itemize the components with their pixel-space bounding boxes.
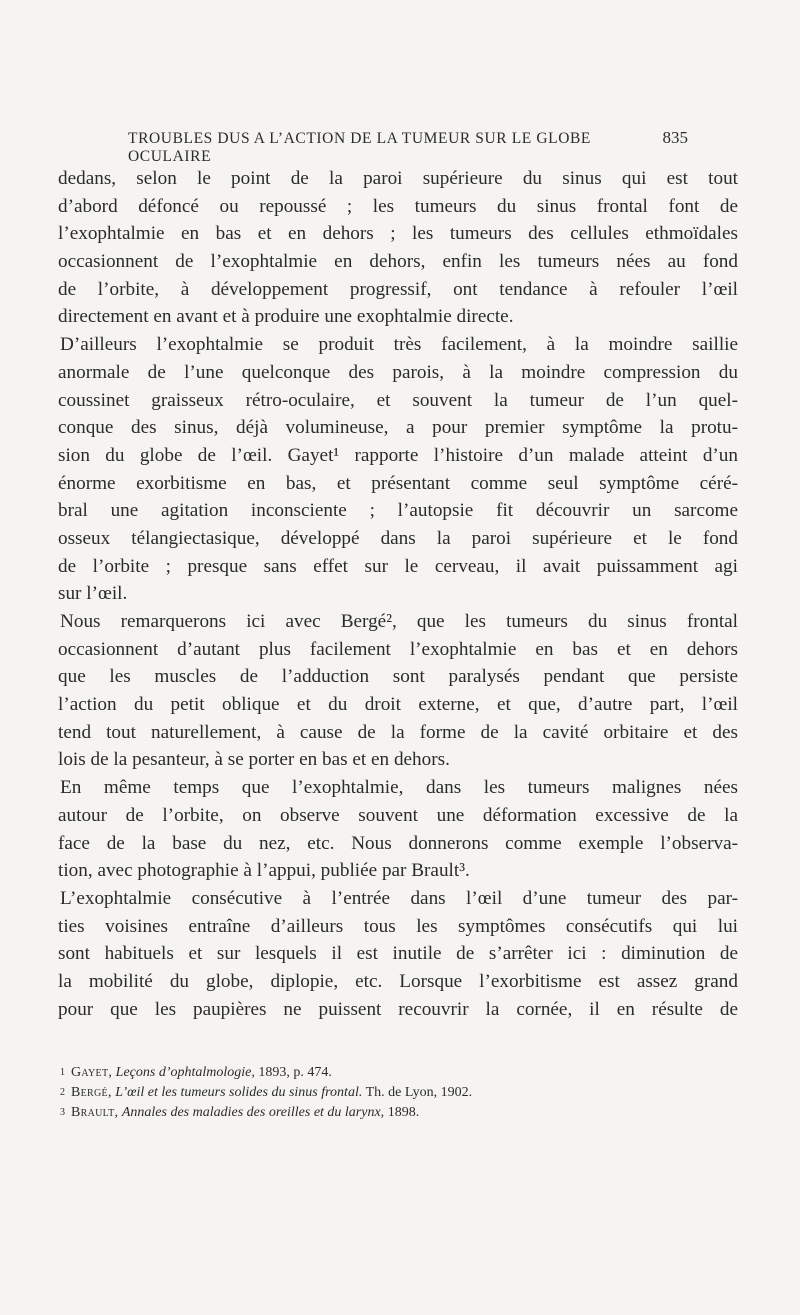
footnotes — [58, 1063, 738, 1123]
footnote-author: Brault, — [71, 1105, 119, 1120]
text-line: osseux télangiectasique, développé dans la paroi supérieure et le fond — [58, 527, 738, 549]
text-line: occasionnent d’autant plus facilement l’exophtalmie en bas et en dehors — [58, 638, 738, 660]
text-line: tend tout naturellement, à cause de la forme de la cavité orbitaire et des — [58, 721, 738, 743]
footnote-title: Annales des maladies des oreilles et du larynx, — [121, 1105, 385, 1120]
footnote-number: 1 — [60, 1067, 65, 1078]
text-line: l’action du petit oblique et du droit externe, et que, d’autre part, l’œil — [58, 694, 738, 716]
footnote-author: Bergé, — [71, 1085, 112, 1100]
footnote-author: Gayet, — [71, 1065, 113, 1080]
text-line: anormale de l’une quelconque des parois, à la moindre compression du — [58, 361, 738, 383]
footnote — [58, 1063, 738, 1083]
text-line: coussinet graisseux rétro-oculaire, et souvent la tumeur de l’un quel- — [58, 389, 738, 411]
text-line: ties voisines entraîne d’ailleurs tous les symptômes consécutifs qui lui — [58, 915, 738, 937]
text-line: sur l’œil. — [58, 583, 128, 605]
footnote — [58, 1103, 738, 1123]
text-line: de l’orbite, à développement progressif, ont tendance à refouler l’œil — [58, 278, 738, 300]
text-line: sont habituels et sur lesquels il est inutile de s’arrêter ici : diminution de — [58, 943, 738, 965]
text-line: occasionnent de l’exophtalmie en dehors, enfin les tumeurs nées au fond — [58, 251, 738, 273]
text-line: face de la base du nez, etc. Nous donnerons comme exemple l’observa- — [58, 832, 738, 854]
text-line: D’ailleurs l’exophtalmie se produit très facilement, à la moindre saillie — [60, 334, 738, 356]
footnote — [58, 1083, 738, 1103]
text-line: Nous remarquerons ici avec Bergé², que les tumeurs du sinus frontal — [60, 611, 738, 632]
text-line: conque des sinus, déjà volumineuse, a pour premier symptôme la protu- — [58, 417, 738, 439]
text-line: L’exophtalmie consécutive à l’entrée dans l’œil d’une tumeur des par- — [60, 887, 738, 909]
footnote-number: 2 — [60, 1087, 65, 1098]
footnote-details: Th. de Lyon, 1902. — [362, 1085, 473, 1100]
text-line: directement en avant et à produire une exophtalmie directe. — [58, 306, 514, 328]
text-line: la mobilité du globe, diplopie, etc. Lorsque l’exorbitisme est assez grand — [58, 970, 738, 992]
text-line: que les muscles de l’adduction sont paralysés pendant que persiste — [58, 666, 738, 688]
body-text — [58, 165, 738, 1023]
text-line: bral une agitation inconsciente ; l’autopsie fit découvrir un sarcome — [58, 500, 738, 522]
text-line: lois de la pesanteur, à se porter en bas et en dehors. — [58, 749, 450, 771]
page-number: 835 — [662, 128, 688, 147]
text-line: tion, avec photographie à l’appui, publiée par Brault³. — [58, 860, 470, 882]
text-line: pour que les paupières ne puissent recouvrir la cornée, il en résulte de — [58, 998, 738, 1020]
text-line: énorme exorbitisme en bas, et présentant comme seul symptôme céré- — [58, 472, 738, 494]
text-line: dedans, selon le point de la paroi supérieure du sinus qui est tout — [58, 168, 738, 189]
text-line: autour de l’orbite, on observe souvent une déformation excessive de la — [58, 804, 738, 826]
footnote-number: 3 — [60, 1107, 65, 1118]
footnote-details: 1893, p. 474. — [254, 1065, 332, 1080]
text-line: de l’orbite ; presque sans effet sur le cerveau, il avait puissamment agi — [58, 555, 738, 577]
text-line: sion du globe de l’œil. Gayet¹ rapporte l’histoire d’un malade atteint d’un — [58, 444, 738, 466]
text-line: En même temps que l’exophtalmie, dans les tumeurs malignes nées — [60, 777, 738, 799]
running-header — [128, 128, 688, 166]
text-line: d’abord défoncé ou repoussé ; les tumeurs du sinus frontal font de — [58, 195, 738, 217]
footnote-title: L’œil et les tumeurs solides du sinus frontal. — [115, 1085, 363, 1100]
footnote-details: 1898. — [384, 1105, 420, 1120]
running-title: TROUBLES DUS A L’ACTION DE LA TUMEUR SUR LE GLOBE OCULAIRE — [128, 130, 591, 165]
text-line: l’exophtalmie en bas et en dehors ; les tumeurs des cellules ethmoïdales — [58, 223, 738, 245]
footnote-title: Leçons d’ophtalmologie, — [115, 1065, 255, 1080]
